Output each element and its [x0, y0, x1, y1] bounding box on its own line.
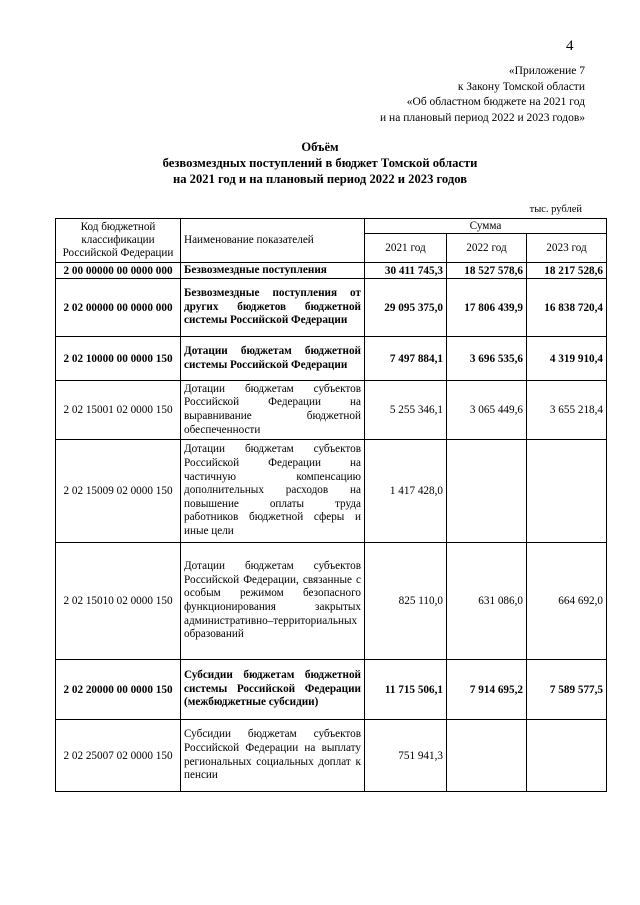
header-sum: Сумма: [365, 219, 607, 234]
row-code: 2 02 20000 00 0000 150: [56, 660, 181, 720]
row-value-2023: 18 217 528,6: [527, 263, 607, 279]
table-row: [56, 440, 607, 543]
table-row: [56, 720, 607, 792]
page-number: 4: [566, 38, 574, 54]
row-value-2021: 751 941,3: [365, 720, 447, 792]
table-row: [56, 263, 607, 279]
row-name: Субсидии бюджетам бюджетной системы Российской Федерации (межбюджетные субсидии): [181, 660, 365, 720]
row-name: Безвозмездные поступления: [181, 263, 365, 279]
appendix-reference: [380, 64, 585, 126]
row-code: 2 02 15010 02 0000 150: [56, 543, 181, 660]
row-value-2023: [527, 440, 607, 543]
row-value-2023: 7 589 577,5: [527, 660, 607, 720]
row-name: Дотации бюджетам бюджетной системы Российской Федерации: [181, 337, 365, 381]
document-title: [0, 139, 640, 187]
title-line: Объём: [301, 140, 339, 154]
row-value-2021: 30 411 745,3: [365, 263, 447, 279]
row-value-2021: 29 095 375,0: [365, 279, 447, 337]
row-code: 2 02 00000 00 0000 000: [56, 279, 181, 337]
row-name: Субсидии бюджетам субъектов Российской Федерации на выплату региональных социальных доплат к пенсии: [181, 720, 365, 792]
table-row: [56, 543, 607, 660]
row-value-2022: 3 065 449,6: [447, 381, 527, 440]
units-label: тыс. рублей: [529, 204, 582, 215]
row-value-2022: 631 086,0: [447, 543, 527, 660]
header-name: Наименование показателей: [181, 219, 365, 263]
header-year-2023: 2023 год: [527, 234, 607, 263]
row-value-2023: [527, 720, 607, 792]
appendix-line: и на плановый период 2022 и 2023 годов»: [380, 111, 585, 124]
row-code: 2 02 25007 02 0000 150: [56, 720, 181, 792]
appendix-line: «Приложение 7: [508, 65, 585, 77]
row-value-2021: 11 715 506,1: [365, 660, 447, 720]
table-row: [56, 381, 607, 440]
row-value-2022: [447, 440, 527, 543]
row-value-2021: 1 417 428,0: [365, 440, 447, 543]
row-value-2022: 17 806 439,9: [447, 279, 527, 337]
row-value-2022: 3 696 535,6: [447, 337, 527, 381]
row-value-2023: 664 692,0: [527, 543, 607, 660]
row-code: 2 00 00000 00 0000 000: [56, 263, 181, 279]
row-value-2022: 18 527 578,6: [447, 263, 527, 279]
header-year-2021: 2021 год: [365, 234, 447, 263]
row-code: 2 02 10000 00 0000 150: [56, 337, 181, 381]
row-name: Дотации бюджетам субъектов Российской Федерации, связанные с особым режимом безопасного функционирования закрытых административно–территориальных образований: [181, 543, 365, 660]
row-value-2021: 5 255 346,1: [365, 381, 447, 440]
title-line: безвозмездных поступлений в бюджет Томской области: [162, 156, 478, 170]
appendix-line: «Об областном бюджете на 2021 год: [406, 96, 585, 108]
row-name: Дотации бюджетам субъектов Российской Федерации на выравнивание бюджетной обеспеченности: [181, 381, 365, 440]
table-row: [56, 337, 607, 381]
revenue-table: [55, 218, 607, 792]
table-row: [56, 279, 607, 337]
row-value-2023: 4 319 910,4: [527, 337, 607, 381]
row-value-2022: 7 914 695,2: [447, 660, 527, 720]
table-row: [56, 660, 607, 720]
row-value-2023: 3 655 218,4: [527, 381, 607, 440]
header-code: Код бюджетной классификации Российской Федерации: [56, 219, 181, 263]
row-name: Дотации бюджетам субъектов Российской Федерации на частичную компенсацию дополнительных расходов на повышение оплаты труда работников бюджетной сферы и иные цели: [181, 440, 365, 543]
row-value-2022: [447, 720, 527, 792]
row-value-2021: 7 497 884,1: [365, 337, 447, 381]
row-value-2021: 825 110,0: [365, 543, 447, 660]
row-code: 2 02 15001 02 0000 150: [56, 381, 181, 440]
appendix-line: к Закону Томской области: [457, 80, 585, 93]
title-line: на 2021 год и на плановый период 2022 и 2023 годов: [172, 172, 468, 186]
header-year-2022: 2022 год: [447, 234, 527, 263]
row-name: Безвозмездные поступления от других бюджетов бюджетной системы Российской Федерации: [181, 279, 365, 337]
row-code: 2 02 15009 02 0000 150: [56, 440, 181, 543]
row-value-2023: 16 838 720,4: [527, 279, 607, 337]
